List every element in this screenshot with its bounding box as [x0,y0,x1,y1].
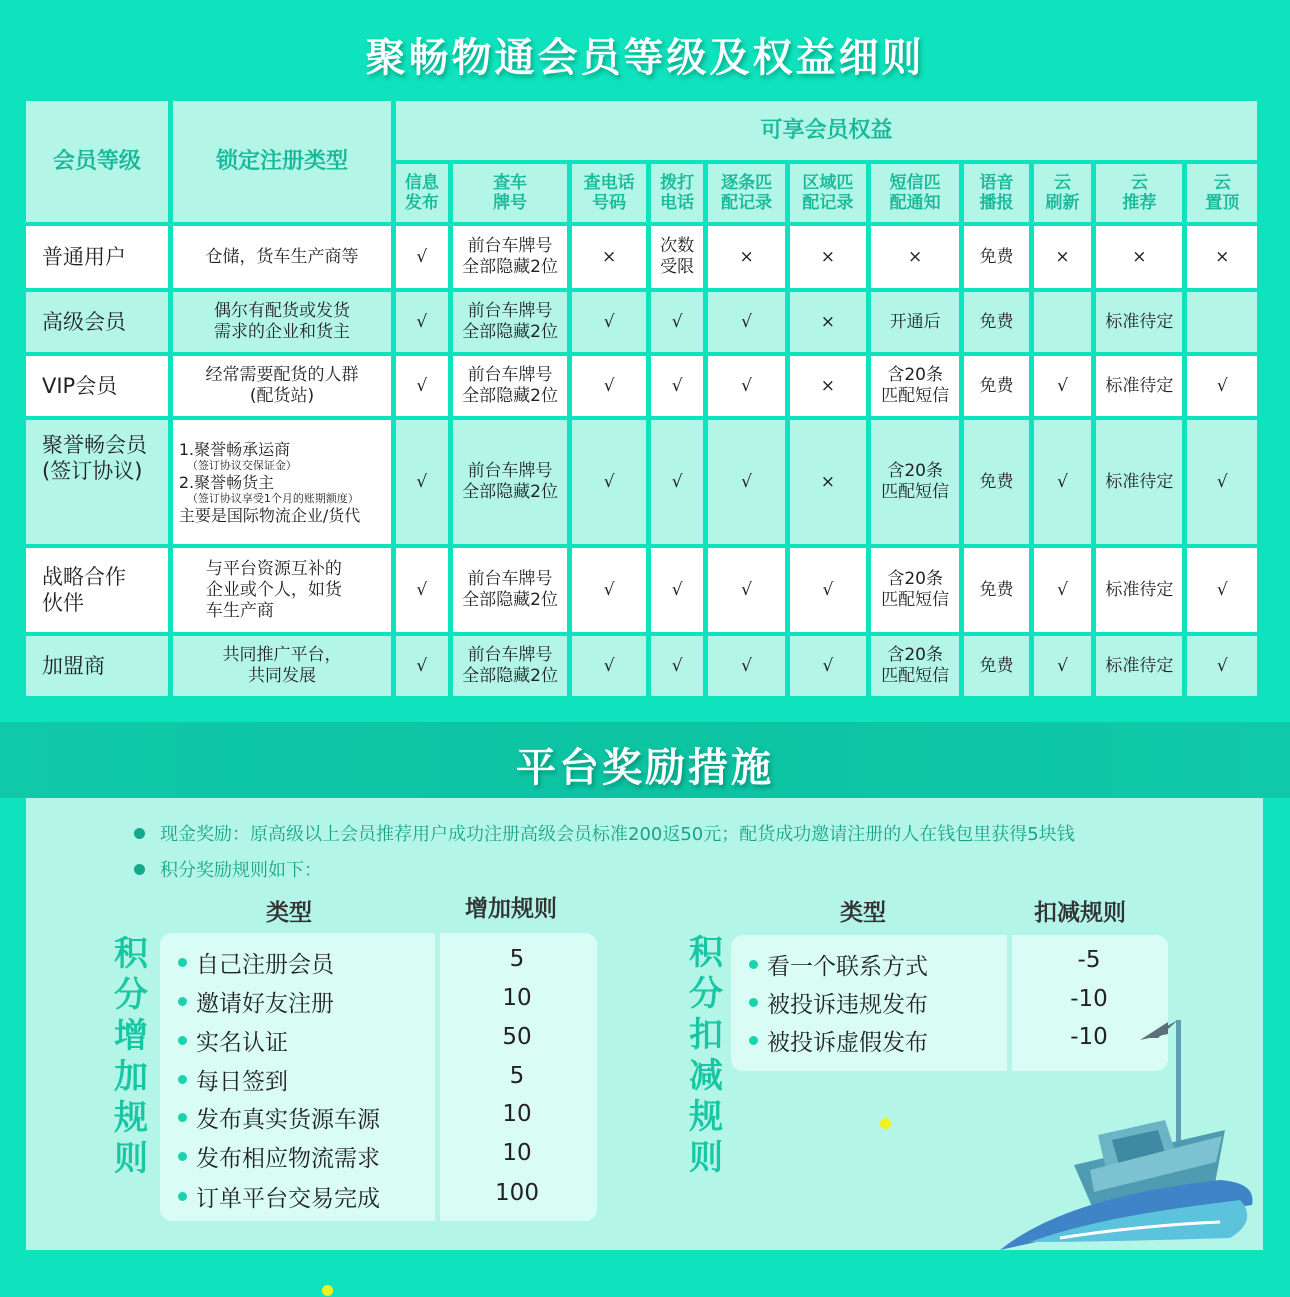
add-rule-value: 10 [502,1140,532,1166]
register-type-cell: 共同推广平台， 共同发展 [173,636,391,696]
add-rule-item: 发布真实货源车源 [178,1101,380,1134]
add-rule-value: 5 [509,1063,525,1089]
benefit-col-header: 云 刷新 [1034,164,1092,222]
bullet-dot-icon [749,960,758,969]
benefit-cell: 开通后 [871,292,959,352]
benefit-cell: √ [1034,356,1092,416]
benefit-cell: 前台车牌号 全部隐藏2位 [453,292,568,352]
add-rule-item: 实名认证 [178,1024,288,1057]
level-cell: 战略合作 伙伴 [26,548,168,632]
level-cell: 加盟商 [26,636,168,696]
bullet-dot-icon [178,958,187,967]
benefit-cell: 含20条 匹配短信 [871,356,959,416]
register-type-cell: 经常需要配货的人群 (配货站) [173,356,391,416]
level-cell: 高级会员 [26,292,168,352]
level-cell: 聚誉畅会员 (签订协议) [26,420,168,544]
benefit-cell: 标准待定 [1096,356,1182,416]
benefit-cell: 免费 [964,420,1028,544]
benefit-cell: √ [1187,356,1257,416]
benefit-cell: 标准待定 [1096,292,1182,352]
benefit-cell: √ [396,420,448,544]
benefit-cell: √ [1034,420,1092,544]
add-rule-value: 10 [502,1101,532,1127]
benefit-cell: √ [396,636,448,696]
bullet-dot-icon [178,1113,187,1122]
bullet-dot-icon [178,1036,187,1045]
benefit-col-header: 拨打 电话 [651,164,704,222]
bullet-dot-icon [178,1152,187,1161]
benefit-cell: √ [708,548,784,632]
deduct-vertical-label: 积 分 扣 减 规 则 [689,933,723,1178]
benefit-cell: × [1034,226,1092,288]
benefit-cell: √ [1187,548,1257,632]
benefit-cell: √ [651,292,704,352]
benefit-cell: 前台车牌号 全部隐藏2位 [453,226,568,288]
table-row [26,292,1257,352]
register-type-cell: 偶尔有配货或发货 需求的企业和货主 [173,292,391,352]
benefit-cell: √ [651,420,704,544]
decor-dot [880,1118,891,1129]
benefit-cell: √ [708,356,784,416]
bullet-dot-icon [178,1192,187,1201]
benefit-cell: √ [651,636,704,696]
deduct-rule-item: 被投诉违规发布 [749,986,928,1019]
ship-icon [990,1010,1265,1260]
benefit-cell: × [790,292,866,352]
membership-table [21,97,1262,700]
header-level: 会员等级 [26,101,168,222]
benefit-col-header: 短信匹 配通知 [871,164,959,222]
add-rule-item: 每日签到 [178,1063,288,1096]
deduct-rule-item: 被投诉虚假发布 [749,1024,928,1057]
benefit-cell: √ [396,548,448,632]
table-row [26,420,1257,544]
bullet-dot-icon [178,1075,187,1084]
benefit-cell: √ [708,636,784,696]
benefit-col-header: 区域匹 配记录 [790,164,866,222]
page-title: 聚畅物通会员等级及权益细则 [365,35,925,81]
add-rule-item: 发布相应物流需求 [178,1140,380,1173]
benefit-col-header: 查车 牌号 [453,164,568,222]
benefit-cell: √ [651,356,704,416]
benefit-cell: √ [708,420,784,544]
benefit-cell: 标准待定 [1096,636,1182,696]
deduct-rule-header: 扣减规则 [1034,900,1126,926]
benefit-cell [1034,292,1092,352]
points-reward-text: 积分奖励规则如下： [160,860,322,881]
add-vertical-label: 积 分 增 加 规 则 [114,934,148,1179]
benefit-col-header: 语音 播报 [964,164,1028,222]
add-rule-value: 50 [502,1024,532,1050]
level-cell: VIP会员 [26,356,168,416]
benefit-cell: 免费 [964,356,1028,416]
rewards-title: 平台奖励措施 [516,745,774,791]
benefit-cell: 前台车牌号 全部隐藏2位 [453,548,568,632]
table-row [26,636,1257,696]
benefit-cell: √ [396,356,448,416]
benefit-cell: √ [572,356,645,416]
benefit-cell: × [708,226,784,288]
benefit-cell: 含20条 匹配短信 [871,420,959,544]
benefit-col-header: 逐条匹 配记录 [708,164,784,222]
benefit-cell: √ [708,292,784,352]
benefit-cell: 前台车牌号 全部隐藏2位 [453,636,568,696]
header-benefits: 可享会员权益 [396,101,1257,160]
benefit-cell: √ [572,636,645,696]
table-row [26,226,1257,288]
benefit-cell: √ [651,548,704,632]
deduct-rule-value: -10 [1070,1024,1108,1050]
add-rule-value: 10 [502,985,532,1011]
benefit-cell: 含20条 匹配短信 [871,636,959,696]
benefit-cell: 前台车牌号 全部隐藏2位 [453,420,568,544]
benefit-cell: √ [1034,548,1092,632]
bullet-dot-icon [749,1036,758,1045]
deduct-type-header: 类型 [840,900,886,926]
points-reward-line [134,856,322,882]
benefit-col-header: 云 推荐 [1096,164,1182,222]
benefit-cell: 次数 受限 [651,226,704,288]
register-type-cell: 1.聚誉畅承运商 （签订协议交保证金） 2.聚誉畅货主 （签订协议享受1个月的账期额度） 主要是国际物流企业/货代 [173,420,391,544]
benefit-cell [1187,292,1257,352]
bullet-dot-icon [134,828,145,839]
benefit-cell: √ [1187,420,1257,544]
benefit-cell: √ [396,226,448,288]
deduct-rule-item: 看一个联系方式 [749,948,928,981]
add-rule-item: 订单平台交易完成 [178,1180,380,1213]
benefit-col-header: 云 置顶 [1187,164,1257,222]
bullet-dot-icon [134,864,145,875]
add-rule-item: 邀请好友注册 [178,985,334,1018]
benefit-cell: √ [1034,636,1092,696]
table-row [26,548,1257,632]
benefit-cell: 含20条 匹配短信 [871,548,959,632]
benefit-cell: 免费 [964,226,1028,288]
add-rule-header: 增加规则 [465,896,557,922]
deduct-rule-value: -5 [1077,947,1101,973]
benefit-cell: 免费 [964,636,1028,696]
benefit-cell: √ [790,636,866,696]
benefit-cell: × [572,226,645,288]
add-type-header: 类型 [266,900,312,926]
benefit-col-header: 信息 发布 [396,164,448,222]
benefit-cell: 标准待定 [1096,420,1182,544]
add-rule-item: 自己注册会员 [178,946,334,979]
benefit-col-header: 查电话 号码 [572,164,645,222]
benefit-cell: × [871,226,959,288]
benefit-cell: √ [572,420,645,544]
deduct-rule-value: -10 [1070,986,1108,1012]
table-row [26,356,1257,416]
add-rule-value: 5 [509,946,525,972]
benefit-cell: × [790,356,866,416]
benefit-cell: 标准待定 [1096,548,1182,632]
benefit-cell: √ [572,292,645,352]
benefit-cell: √ [396,292,448,352]
header-register-type: 锁定注册类型 [173,101,391,222]
benefit-cell: × [790,420,866,544]
bullet-dot-icon [178,997,187,1006]
level-cell: 普通用户 [26,226,168,288]
decor-dot [322,1285,333,1296]
register-type-cell: 仓储，货车生产商等 [173,226,391,288]
cash-reward-line [134,820,1075,846]
benefit-cell: 免费 [964,292,1028,352]
bullet-dot-icon [749,998,758,1007]
benefit-cell: 前台车牌号 全部隐藏2位 [453,356,568,416]
benefit-cell: × [790,226,866,288]
benefit-cell: √ [1187,636,1257,696]
benefit-cell: √ [572,548,645,632]
register-type-cell: 与平台资源互补的 企业或个人，如货 车生产商 [173,548,391,632]
benefit-cell: × [1187,226,1257,288]
column-divider [435,933,440,1221]
benefit-cell: × [1096,226,1182,288]
add-rule-value: 100 [495,1180,539,1206]
benefit-cell: √ [790,548,866,632]
benefit-cell: 免费 [964,548,1028,632]
cash-reward-text: 现金奖励：原高级以上会员推荐用户成功注册高级会员标准200返50元；配货成功邀请注册的人在钱包里获得5块钱 [160,824,1075,845]
